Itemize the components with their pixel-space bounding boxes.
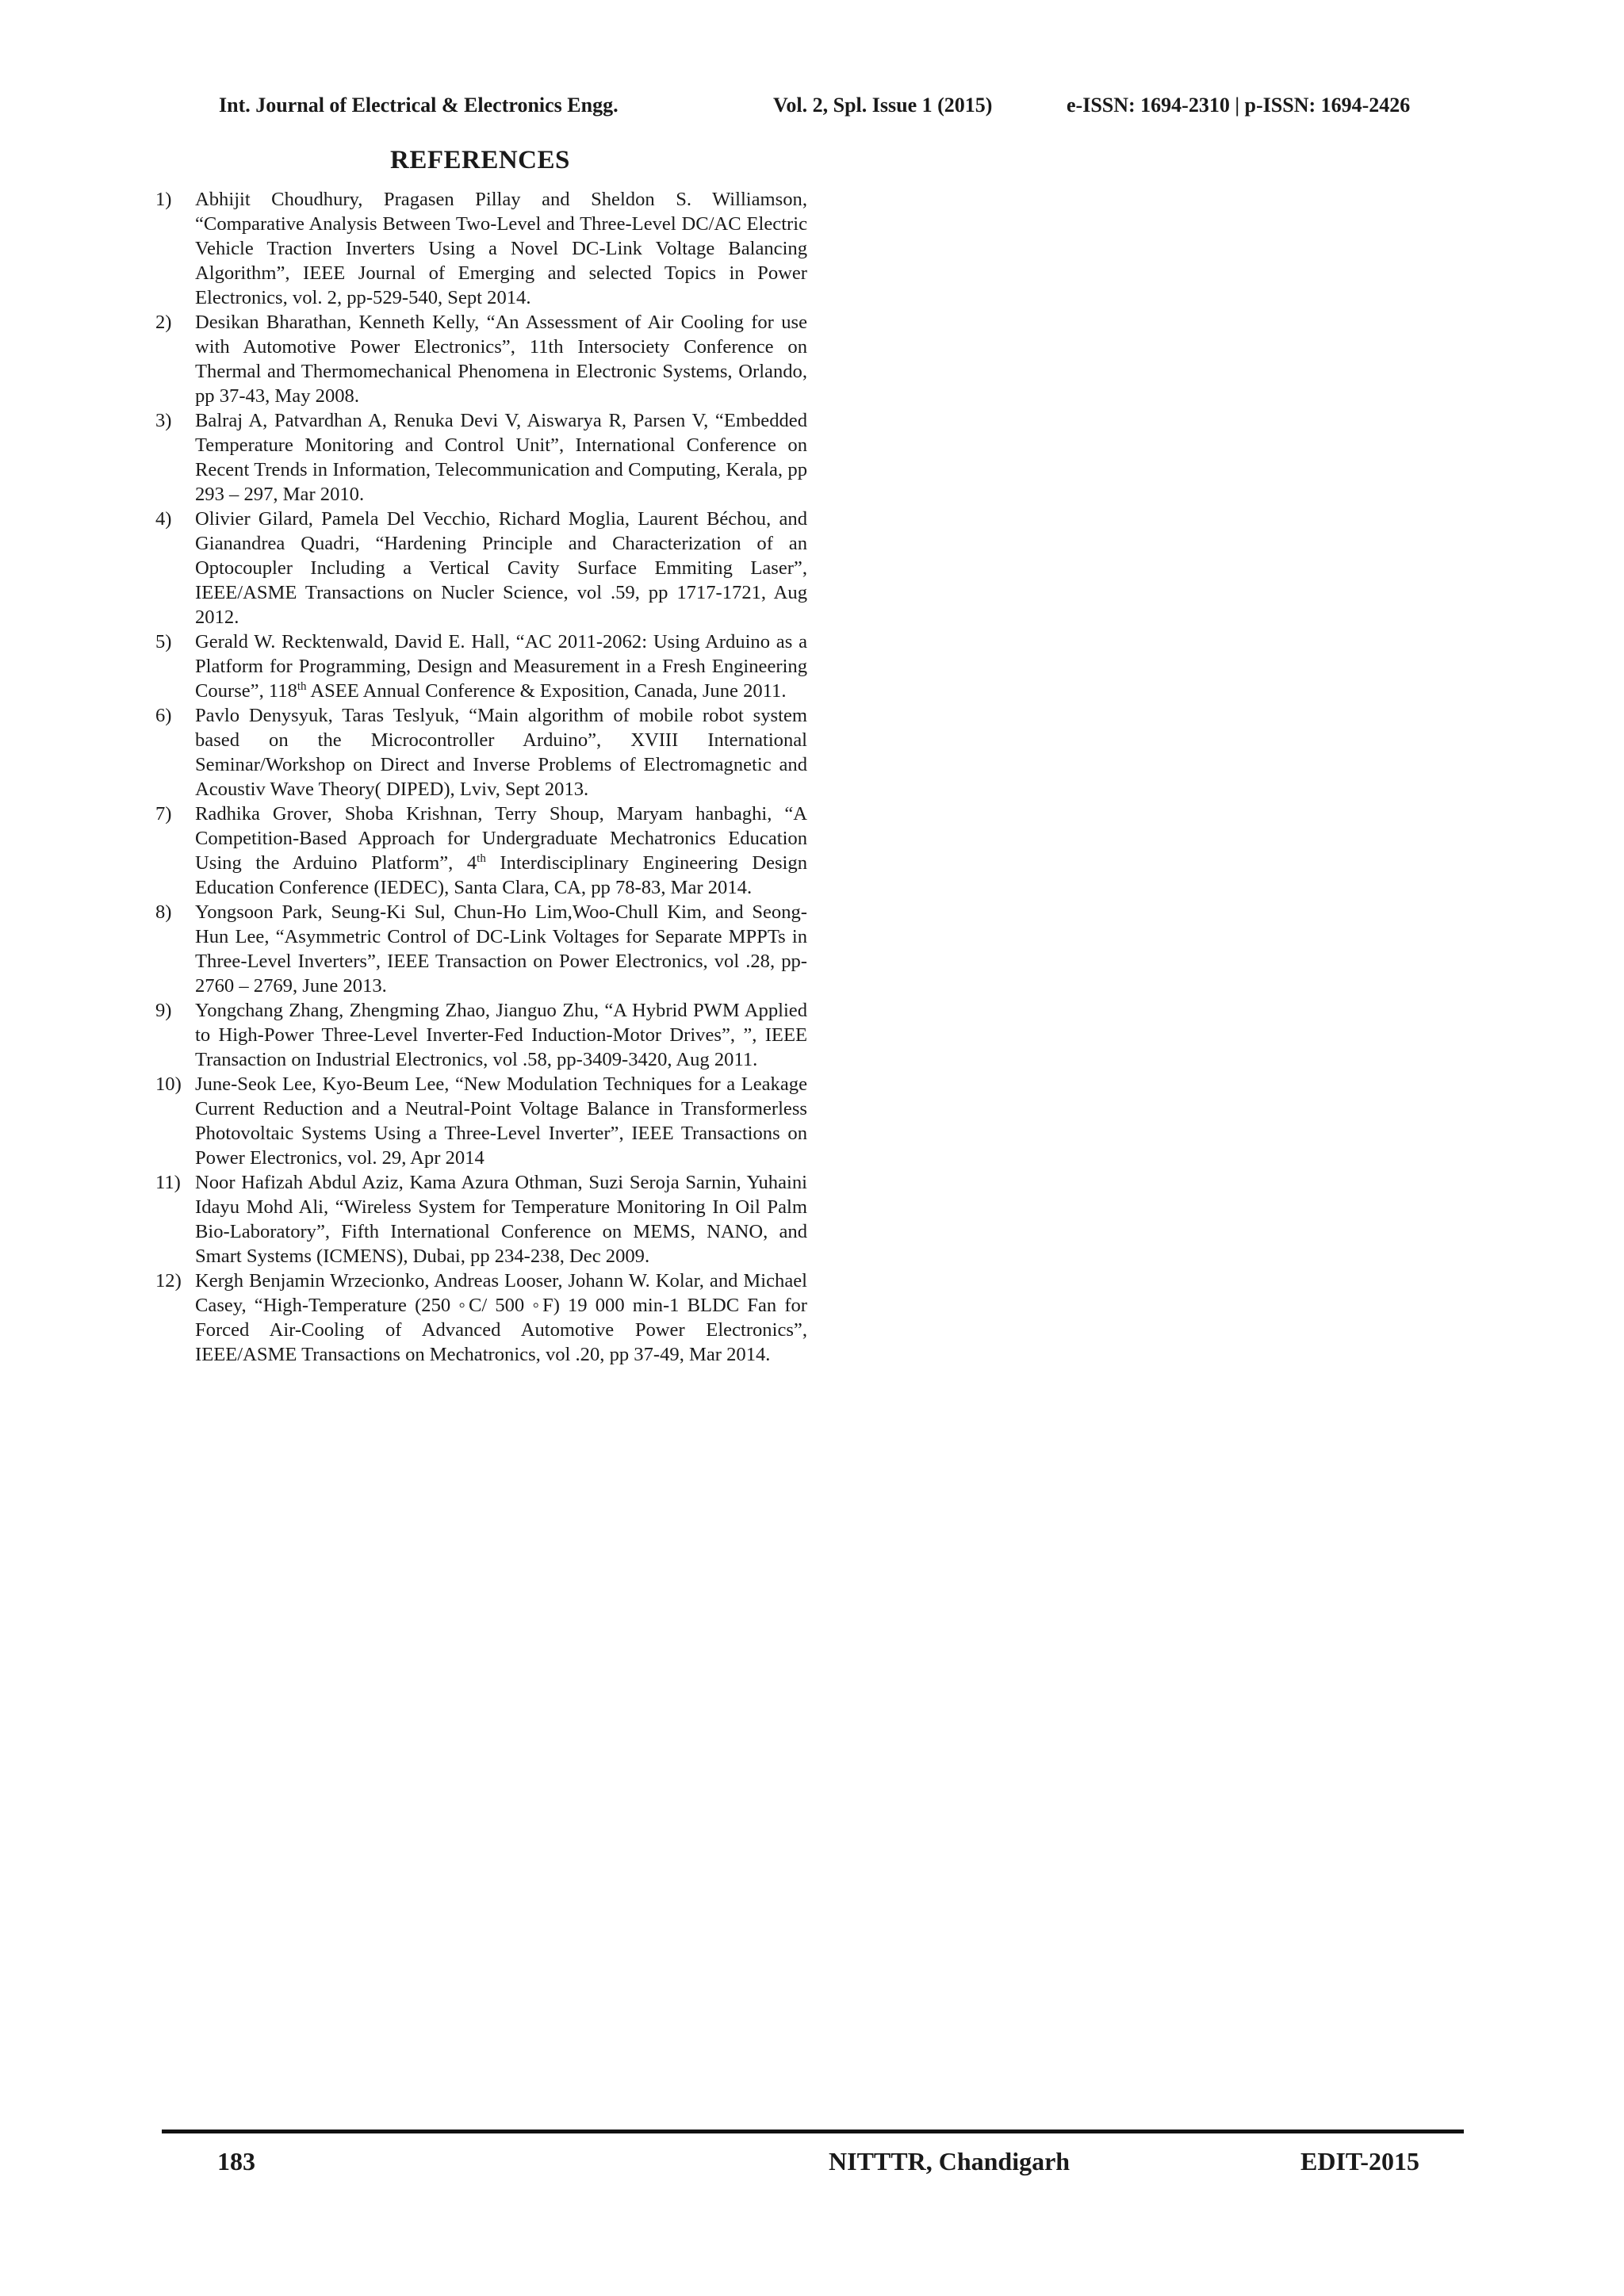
reference-text: Kergh Benjamin Wrzecionko, Andreas Looser, Johann W. Kolar, and Michael Casey, “High-Temperature (250 ◦C/ 500 ◦F) 19 000 min-1 BLDC Fan for Forced Air-Cooling of Advanced Automotive Power Electronics”, IEEE/ASME Transactions on Mechatronics, vol .20, pp 37-49, Mar 2014. [195, 1270, 807, 1365]
reference-number: 7) [155, 803, 172, 825]
reference-number: 8) [155, 901, 172, 923]
reference-item [155, 187, 807, 310]
reference-text-part: Radhika Grover, Shoba Krishnan, Terry Shoup, Maryam hanbaghi, “A Competition-Based Approach for Undergraduate Mechatronics Education Using the Arduino Platform”, 4 [195, 803, 807, 874]
reference-text: Yongchang Zhang, Zhengming Zhao, Jianguo Zhu, “A Hybrid PWM Applied to High-Power Three-Level Inverter-Fed Induction-Motor Drives”, ”, IEEE Transaction on Industrial Electronics, vol .58, pp-3409-3420, Aug 2011. [195, 1000, 807, 1070]
reference-number: 9) [155, 1000, 172, 1021]
reference-item [155, 507, 807, 629]
reference-number: 5) [155, 631, 172, 652]
reference-item [155, 629, 807, 703]
reference-item [155, 998, 807, 1072]
reference-text: Yongsoon Park, Seung-Ki Sul, Chun-Ho Lim,Woo-Chull Kim, and Seong-Hun Lee, “Asymmetric Control of DC-Link Voltages for Separate MPPTs in Three-Level Inverters”, IEEE Transaction on Power Electronics, vol .28, pp-2760 – 2769, June 2013. [195, 901, 807, 997]
reference-text: Noor Hafizah Abdul Aziz, Kama Azura Othman, Suzi Seroja Sarnin, Yuhaini Idayu Mohd Ali, “Wireless System for Temperature Monitoring In Oil Palm Bio-Laboratory”, Fifth International Conference on MEMS, NANO, and Smart Systems (ICMENS), Dubai, pp 234-238, Dec 2009. [195, 1172, 807, 1267]
ordinal-superscript: th [477, 851, 486, 865]
reference-text: Desikan Bharathan, Kenneth Kelly, “An Assessment of Air Cooling for use with Automotive Power Electronics”, 11th Intersociety Conference on Thermal and Thermomechanical Phenomena in Electronic Systems, Orlando, pp 37-43, May 2008. [195, 312, 807, 407]
reference-item [155, 1072, 807, 1170]
reference-text: June-Seok Lee, Kyo-Beum Lee, “New Modulation Techniques for a Leakage Current Reduction and a Neutral-Point Voltage Balance in Transformerless Photovoltaic Systems Using a Three-Level Inverter”, IEEE Transactions on Power Electronics, vol. 29, Apr 2014 [195, 1073, 807, 1169]
reference-text: Olivier Gilard, Pamela Del Vecchio, Richard Moglia, Laurent Béchou, and Gianandrea Quadri, “Hardening Principle and Characterization of an Optocoupler Including a Vertical Cavity Surface Emmiting Laser”, IEEE/ASME Transactions on Nucler Science, vol .59, pp 1717-1721, Aug 2012. [195, 508, 807, 628]
ordinal-superscript: th [297, 679, 307, 693]
reference-item [155, 900, 807, 998]
journal-name: Int. Journal of Electrical & Electronics Engg. [219, 94, 619, 117]
references-heading: REFERENCES [390, 146, 570, 174]
reference-number: 12) [155, 1270, 182, 1292]
reference-text: Abhijit Choudhury, Pragasen Pillay and Sheldon S. Williamson, “Comparative Analysis Between Two-Level and Three-Level DC/AC Electric Vehicle Traction Inverters Using a Novel DC-Link Voltage Balancing Algorithm”, IEEE Journal of Emerging and selected Topics in Power Electronics, vol. 2, pp-529-540, Sept 2014. [195, 189, 807, 308]
page-number: 183 [217, 2147, 255, 2175]
reference-text [195, 803, 807, 898]
reference-text-part: Interdisciplinary Engineering Design Education Conference (IEDEC), Santa Clara, CA, pp 78-83, Mar 2014. [195, 852, 807, 898]
volume-issue: Vol. 2, Spl. Issue 1 (2015) [773, 94, 993, 117]
running-header [0, 94, 1624, 125]
reference-text: Balraj A, Patvardhan A, Renuka Devi V, Aiswarya R, Parsen V, “Embedded Temperature Monitoring and Control Unit”, International Conference on Recent Trends in Information, Telecommunication and Computing, Kerala, pp 293 – 297, Mar 2010. [195, 410, 807, 505]
reference-text-part: ASEE Annual Conference & Exposition, Canada, June 2011. [306, 680, 787, 702]
reference-number: 2) [155, 312, 172, 333]
edition-label: EDIT-2015 [1300, 2147, 1419, 2175]
reference-number: 6) [155, 705, 172, 726]
reference-number: 4) [155, 508, 172, 530]
reference-text: Pavlo Denysyuk, Taras Teslyuk, “Main algorithm of mobile robot system based on the Microcontroller Arduino”, XVIII International Seminar/Workshop on Direct and Inverse Problems of Electromagnetic and Acoustiv Wave Theory( DIPED), Lviv, Sept 2013. [195, 705, 807, 800]
reference-number: 3) [155, 410, 172, 431]
footer-divider [162, 2130, 1464, 2133]
reference-number: 1) [155, 189, 172, 210]
reference-item [155, 1170, 807, 1269]
reference-list [155, 187, 807, 1367]
institute-name: NITTTR, Chandigarh [829, 2147, 1071, 2175]
reference-number: 11) [155, 1172, 181, 1193]
issn: e-ISSN: 1694-2310 | p-ISSN: 1694-2426 [1067, 94, 1411, 117]
reference-item [155, 310, 807, 408]
reference-number: 10) [155, 1073, 182, 1095]
reference-item [155, 703, 807, 802]
reference-item [155, 802, 807, 900]
reference-text [195, 631, 807, 702]
reference-text-part: Gerald W. Recktenwald, David E. Hall, “AC 2011-2062: Using Arduino as a Platform for Programming, Design and Measurement in a Fresh Engineering Course”, 118 [195, 631, 807, 702]
reference-item [155, 1269, 807, 1367]
reference-item [155, 408, 807, 507]
